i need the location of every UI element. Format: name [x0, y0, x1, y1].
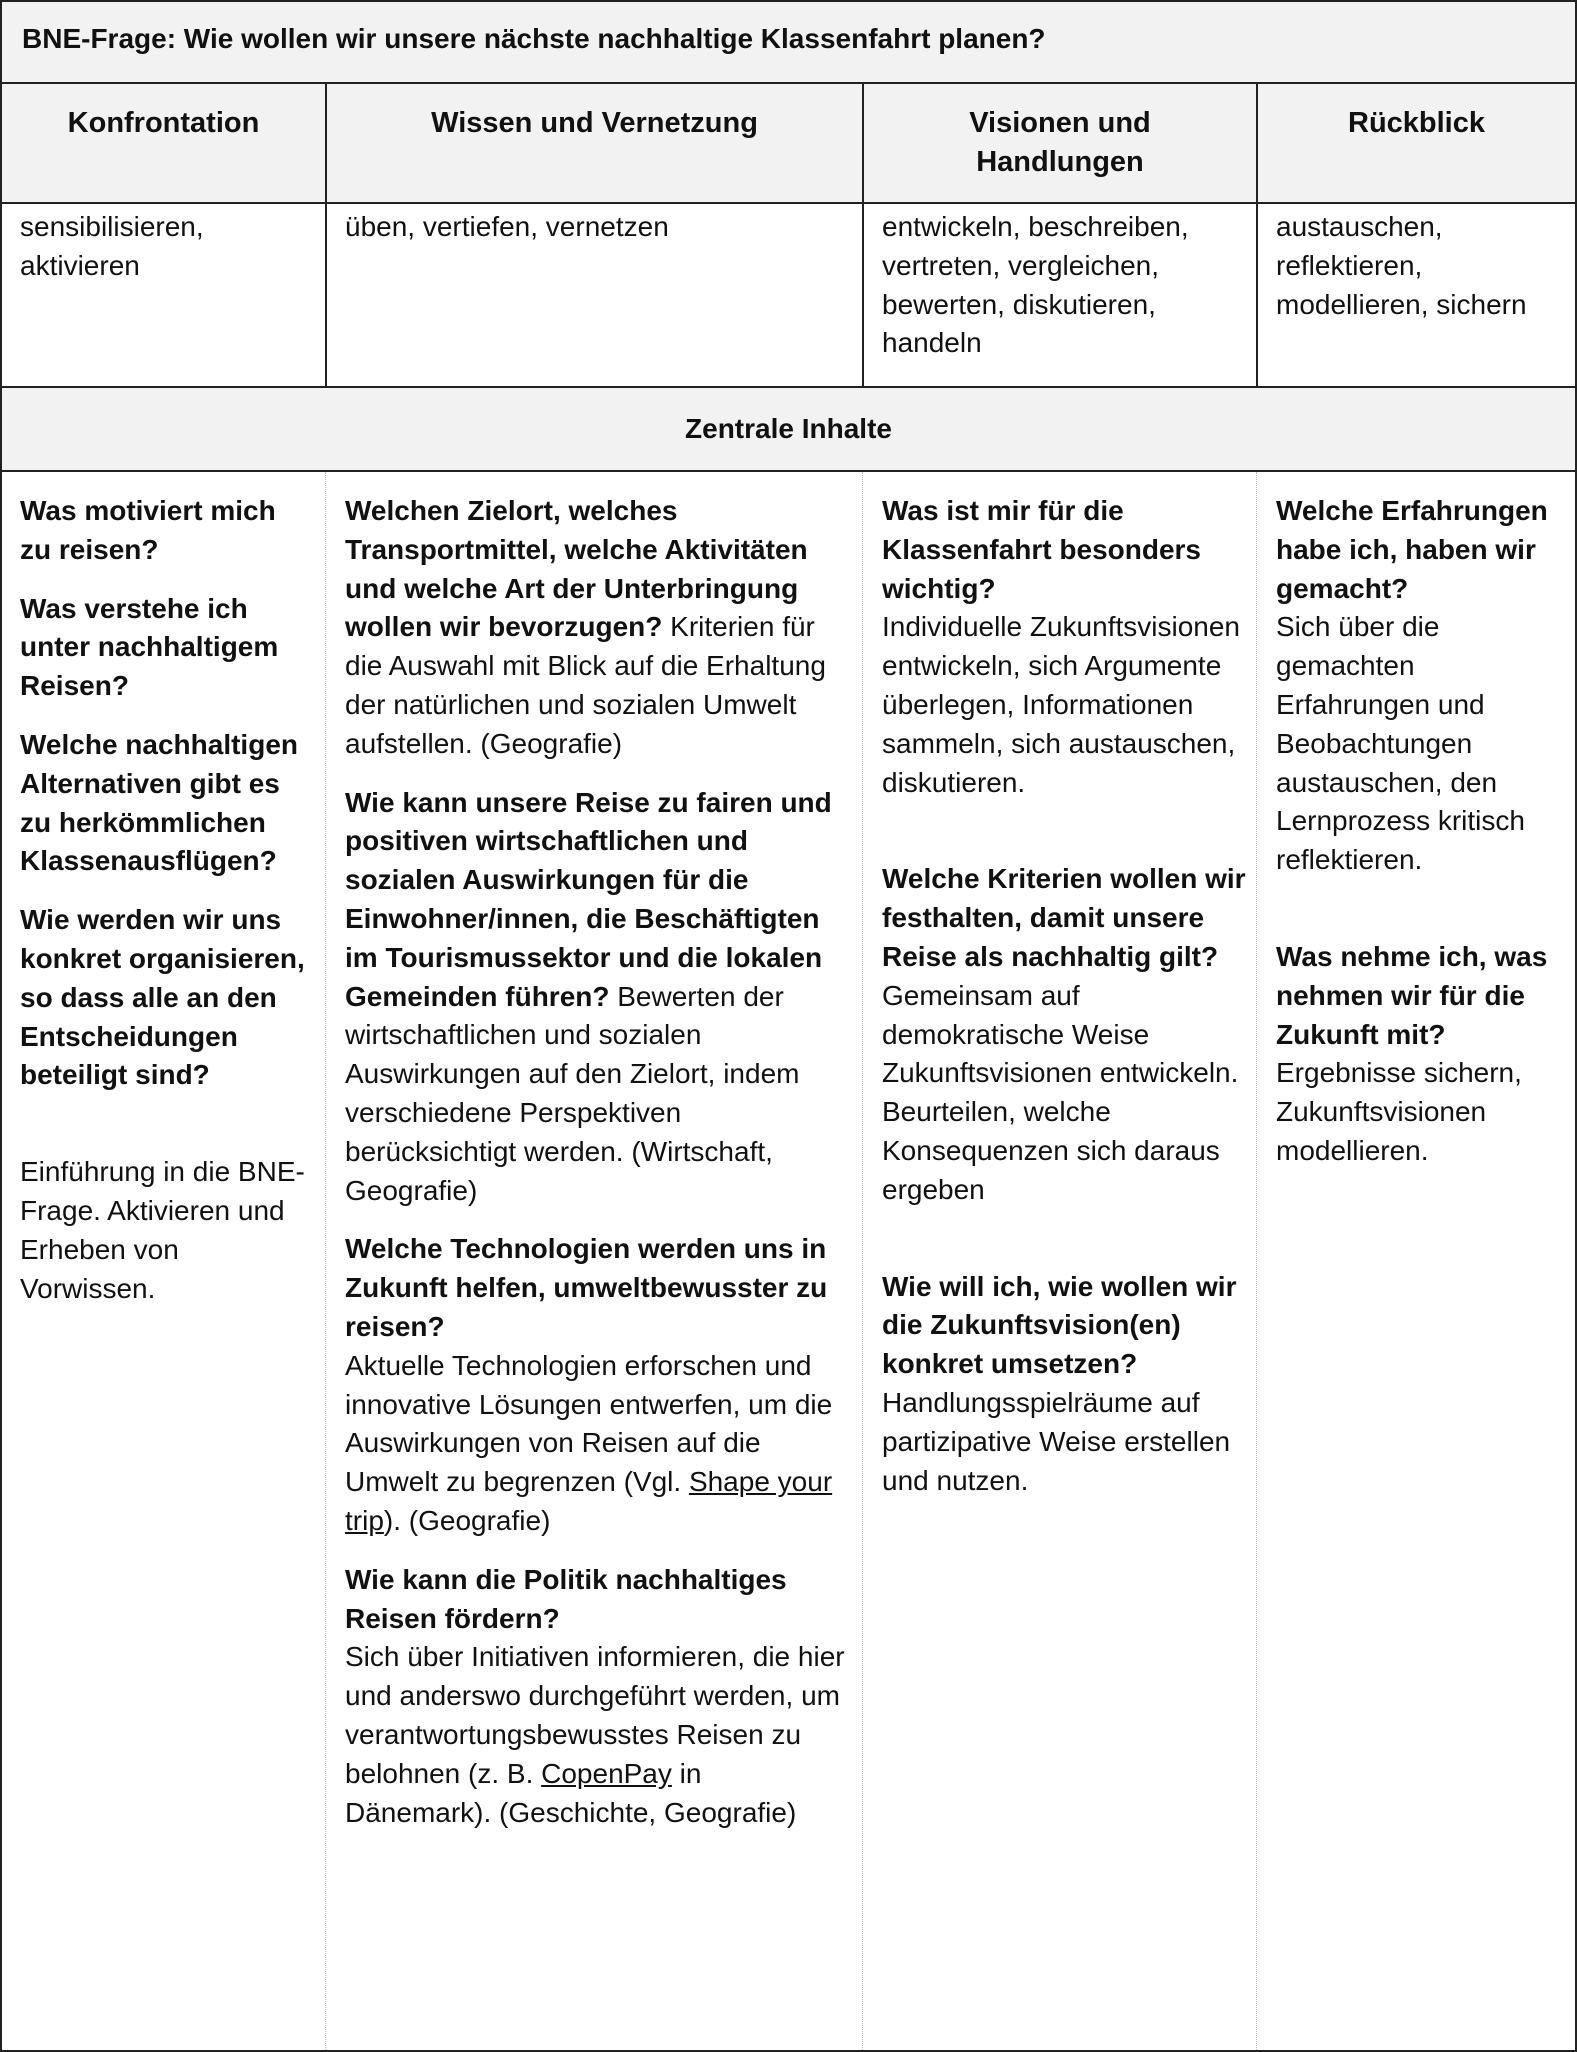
- question: Welchen Zielort, welches Transportmittel, welche Aktivitäten und welche Art der Unterbringung wollen wir bevorzugen?: [345, 495, 808, 643]
- description: Ergebnisse sichern, Zukunftsvisionen modellieren.: [1276, 1057, 1522, 1166]
- question: Wie kann die Politik nachhaltiges Reisen fördern?: [345, 1563, 787, 1634]
- description: Bewerten der wirtschaftlichen und sozialen Auswirkungen auf den Zielort, indem verschiedene Perspektiven berücksichtigt werden. (Wirtschaft, Geografie): [345, 980, 800, 1206]
- column-divider: [325, 82, 327, 386]
- column-header-rueckblick: Rückblick: [1258, 84, 1575, 202]
- column-header-visionen: Visionen und Handlungen: [864, 84, 1256, 202]
- description: ). (Geografie): [383, 1504, 551, 1536]
- verbs-visionen: entwickeln, beschreiben, vertreten, vergleichen, bewerten, diskutieren, handeln: [882, 211, 1189, 359]
- question: Wie werden wir uns konkret organisieren, so dass alle an den Entscheidungen beteiligt sind?: [20, 904, 305, 1091]
- description: Individuelle Zukunftsvisionen entwickeln, sich Argumente überlegen, Informationen sammeln, sich austauschen, diskutieren.: [882, 611, 1240, 798]
- column-divider-dotted: [1256, 472, 1257, 2050]
- intro-text: Einführung in die BNE-Frage. Aktivieren und Erheben von Vorwissen.: [20, 1156, 305, 1304]
- column-header-wissen: Wissen und Vernetzung: [327, 84, 862, 202]
- description: Handlungsspielräume auf partizipative Weise erstellen und nutzen.: [882, 1386, 1231, 1496]
- question: Was motiviert mich zu reisen?: [20, 495, 276, 565]
- verbs-rueckblick: austauschen, reflektieren, modellieren, sichern: [1276, 211, 1527, 320]
- column-divider-dotted: [325, 472, 326, 2050]
- description: Beurteilen, welche Konsequenzen sich daraus ergeben: [882, 1096, 1220, 1205]
- description: Gemeinsam auf demokratische Weise Zukunftsvisionen entwickeln.: [882, 979, 1239, 1089]
- row-divider: [0, 470, 1577, 472]
- question: Wie kann unsere Reise zu fairen und positiven wirtschaftlichen und sozialen Auswirkungen für die Einwohner/innen, die Beschäftigten im Tourismussektor und die lokalen Gemeinden führen?: [345, 786, 832, 1012]
- column-header-konfrontation: Konfrontation: [2, 84, 325, 202]
- description: Aktuelle Technologien erforschen und innovative Lösungen entwerfen, um die Auswirkungen von Reisen auf die Umwelt zu begrenzen (Vgl.: [345, 1349, 833, 1498]
- question: Welche Kriterien wollen wir festhalten, damit unsere Reise als nachhaltig gilt?: [882, 863, 1246, 972]
- column-divider: [862, 82, 864, 386]
- question: Was verstehe ich unter nachhaltigem Reisen?: [20, 592, 279, 702]
- row-divider: [0, 202, 1577, 204]
- question: Wie will ich, wie wollen wir die Zukunftsvision(en) konkret umsetzen?: [882, 1270, 1237, 1380]
- column-divider-dotted: [862, 472, 863, 2050]
- question: Welche nachhaltigen Alternativen gibt es zu herkömmlichen Klassenausflügen?: [20, 728, 298, 877]
- row-divider: [0, 82, 1577, 84]
- verbs-konfrontation: sensibilisieren, aktivieren: [20, 211, 204, 281]
- table-title: BNE-Frage: Wie wollen wir unsere nächste nachhaltige Klassenfahrt planen?: [2, 2, 1575, 82]
- row-divider: [0, 386, 1577, 388]
- description: in Dänemark). (Geschichte, Geografie): [345, 1757, 797, 1828]
- shape-your-trip-link[interactable]: Shape your trip: [345, 1466, 833, 1536]
- question: Was nehme ich, was nehmen wir für die Zukunft mit?: [1276, 940, 1548, 1050]
- description: Sich über die gemachten Erfahrungen und Beobachtungen austauschen, den Lernprozess kritisch reflektieren.: [1276, 611, 1525, 876]
- copenpay-link[interactable]: CopenPay: [541, 1757, 672, 1789]
- question: Welche Technologien werden uns in Zukunft helfen, umweltbewusster zu reisen?: [345, 1233, 828, 1342]
- question: Welche Erfahrungen habe ich, haben wir gemacht?: [1276, 495, 1548, 604]
- description: Kriterien für die Auswahl mit Blick auf die Erhaltung der natürlichen und sozialen Umwelt aufstellen. (Geografie): [345, 611, 826, 759]
- section-title: Zentrale Inhalte: [2, 388, 1575, 470]
- column-divider: [1256, 82, 1258, 386]
- verbs-wissen: üben, vertiefen, vernetzen: [345, 211, 669, 242]
- description: Sich über Initiativen informieren, die hier und anderswo durchgeführt werden, um verantwortungsbewusstes Reisen zu belohnen (z. B.: [345, 1641, 845, 1789]
- question: Was ist mir für die Klassenfahrt besonders wichtig?: [882, 495, 1201, 604]
